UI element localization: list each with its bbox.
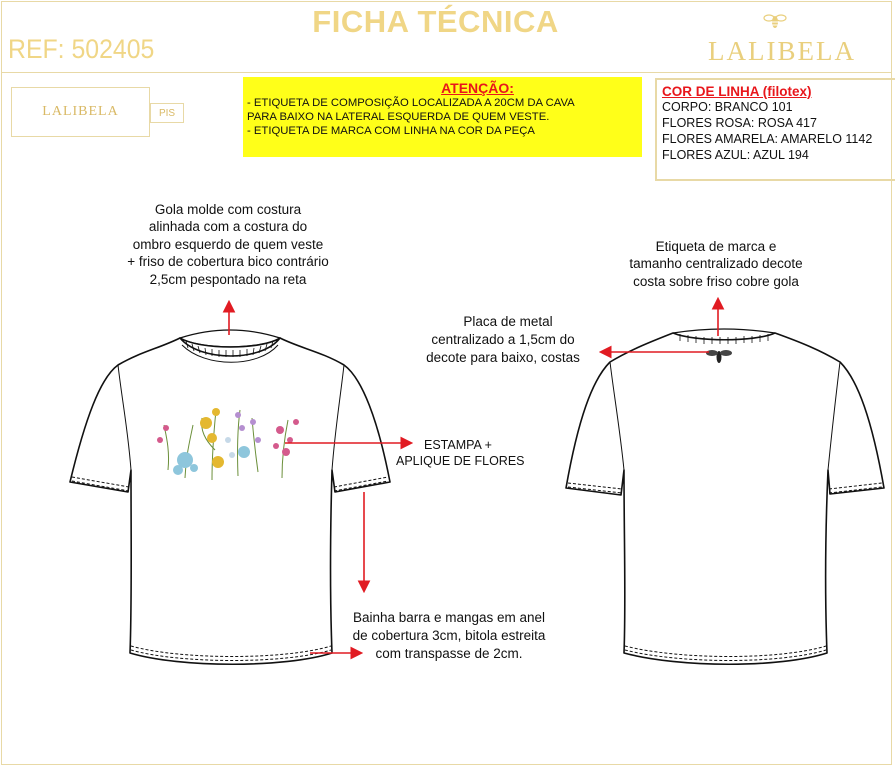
thread-color-line: FLORES ROSA: ROSA 417 bbox=[662, 116, 817, 130]
print-note bbox=[396, 437, 525, 469]
attention-line: - ETIQUETA DE MARCA COM LINHA NA COR DA PEÇA bbox=[247, 125, 535, 137]
metal-plate-note-line: centralizado a 1,5cm do bbox=[431, 332, 575, 347]
brand-label-text: LALIBELA bbox=[42, 104, 119, 119]
back-label-note bbox=[606, 238, 826, 290]
collar-note-line: Gola molde com costura bbox=[154, 202, 302, 217]
reference-code: REF: 502405 bbox=[8, 34, 155, 64]
hem-note-line: de cobertura 3cm, bitola estreita bbox=[352, 628, 546, 643]
page-title: FICHA TÉCNICA bbox=[312, 4, 559, 39]
brand-logo-text: LALIBELA bbox=[708, 36, 856, 66]
back-tshirt bbox=[566, 329, 884, 664]
back-label-note-line: costa sobre friso cobre gola bbox=[633, 273, 799, 289]
hem-note bbox=[339, 609, 559, 663]
thread-color-line: FLORES AZUL: AZUL 194 bbox=[662, 148, 809, 162]
print-note-line: APLIQUE DE FLORES bbox=[396, 454, 525, 468]
attention-title: ATENÇÃO: bbox=[441, 80, 514, 96]
attention-line: PARA BAIXO NA LATERAL ESQUERDA DE QUEM VESTE. bbox=[247, 111, 550, 123]
thread-color-title: COR DE LINHA (filotex) bbox=[662, 84, 812, 99]
collar-note-line: + friso de cobertura bico contrário bbox=[127, 254, 329, 270]
metal-plate-note bbox=[408, 313, 598, 367]
collar-note bbox=[118, 201, 338, 288]
thread-color-line: FLORES AMARELA: AMARELO 1142 bbox=[662, 132, 873, 146]
thread-color-line: CORPO: BRANCO 101 bbox=[662, 100, 793, 114]
hem-note-line: Bainha barra e mangas em anel bbox=[352, 610, 546, 625]
hem-note-line: com transpasse de 2cm. bbox=[375, 646, 523, 661]
metal-plate-note-line: Placa de metal bbox=[463, 314, 553, 329]
back-label-note-line: tamanho centralizado decote bbox=[629, 256, 803, 272]
collar-note-line: ombro esquerdo de quem veste bbox=[132, 236, 324, 252]
collar-note-line: alinhada com a costura do bbox=[148, 219, 308, 235]
metal-plate-note-line: decote para baixo, costas bbox=[426, 350, 580, 365]
pis-label: PIS bbox=[158, 107, 176, 119]
collar-note-line: 2,5cm pespontado na reta bbox=[149, 271, 307, 287]
print-note-line: ESTAMPA + bbox=[424, 438, 492, 452]
attention-line: - ETIQUETA DE COMPOSIÇÃO LOCALIZADA A 20CM DA CAVA bbox=[247, 97, 575, 109]
back-label-note-line: Etiqueta de marca e bbox=[655, 239, 777, 254]
